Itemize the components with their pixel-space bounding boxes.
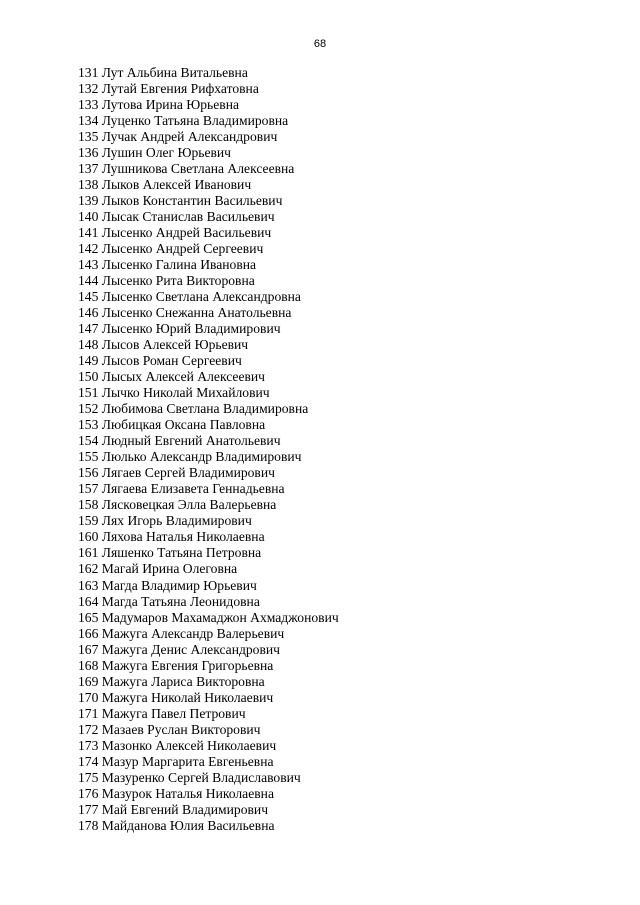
list-item: 146 Лысенко Снежанна Анатольевна (78, 305, 292, 321)
list-item: 136 Лушин Олег Юрьевич (78, 145, 232, 161)
list-item: 153 Любицкая Оксана Павловна (78, 417, 266, 433)
list-item: 148 Лысов Алексей Юрьевич (78, 337, 249, 353)
list-item: 161 Ляшенко Татьяна Петровна (78, 545, 262, 561)
list-item: 176 Мазурок Наталья Николаевна (78, 785, 274, 801)
list-item: 144 Лысенко Рита Викторовна (78, 273, 255, 289)
list-item: 152 Любимова Светлана Владимировна (78, 401, 309, 417)
list-item: 139 Лыков Константин Васильевич (78, 193, 283, 209)
list-item: 163 Магда Владимир Юрьевич (78, 577, 257, 593)
list-item: 131 Лут Альбина Витальевна (78, 65, 248, 80)
list-item: 177 Май Евгений Владимирович (78, 801, 269, 817)
list-item: 142 Лысенко Андрей Сергеевич (78, 241, 264, 257)
list-item: 173 Мазонко Алексей Николаевич (78, 737, 277, 753)
list-item: 178 Майданова Юлия Васильевна (78, 817, 275, 833)
list-item: 169 Мажуга Лариса Викторовна (78, 673, 265, 689)
list-item: 141 Лысенко Андрей Васильевич (78, 225, 272, 241)
list-item: 170 Мажуга Николай Николаевич (78, 689, 274, 705)
list-item: 164 Магда Татьяна Леонидовна (78, 593, 260, 609)
list-item: 154 Людный Евгений Анатольевич (78, 433, 281, 449)
list-item: 157 Лягаева Елизавета Геннадьевна (78, 481, 285, 497)
list-item: 150 Лысых Алексей Алексеевич (78, 369, 266, 385)
list-item: 132 Лутай Евгения Рифхатовна (78, 81, 259, 97)
list-item: 160 Ляхова Наталья Николаевна (78, 529, 265, 545)
list-item: 137 Лушникова Светлана Алексеевна (78, 161, 295, 177)
list-item: 155 Люлько Александр Владимирович (78, 449, 302, 465)
list-item: 151 Лычко Николай Михайлович (78, 385, 270, 401)
list-item: 149 Лысов Роман Сергеевич (78, 353, 242, 369)
list-item: 159 Лях Игорь Владимирович (78, 513, 252, 529)
page-number: 68 (313, 38, 327, 50)
list-item: 143 Лысенко Галина Ивановна (78, 257, 257, 273)
list-item: 158 Лясковецкая Элла Валерьевна (78, 497, 277, 513)
list-item: 147 Лысенко Юрий Владимирович (78, 321, 281, 337)
list-item: 145 Лысенко Светлана Александровна (78, 289, 301, 305)
list-item: 175 Мазуренко Сергей Владиславович (78, 769, 301, 785)
list-item: 172 Мазаев Руслан Викторович (78, 721, 261, 737)
list-item: 174 Мазур Маргарита Евгеньевна (78, 753, 274, 769)
list-item: 168 Мажуга Евгения Григорьевна (78, 657, 274, 673)
list-item: 171 Мажуга Павел Петрович (78, 705, 246, 721)
list-item: 134 Луценко Татьяна Владимировна (78, 113, 289, 129)
list-item: 167 Мажуга Денис Александрович (78, 641, 281, 657)
list-item: 166 Мажуга Александр Валерьевич (78, 625, 285, 641)
list-item: 140 Лысак Станислав Васильевич (78, 209, 275, 225)
list-item: 156 Лягаев Сергей Владимирович (78, 465, 275, 481)
list-item: 135 Лучак Андрей Александрович (78, 129, 278, 145)
list-item: 133 Лутова Ирина Юрьевна (78, 97, 240, 113)
list-item: 165 Мадумаров Махамаджон Ахмаджонович (78, 609, 339, 625)
name-list (78, 65, 339, 834)
list-item: 162 Магай Ирина Олеговна (78, 561, 238, 577)
list-item: 138 Лыков Алексей Иванович (78, 177, 252, 193)
